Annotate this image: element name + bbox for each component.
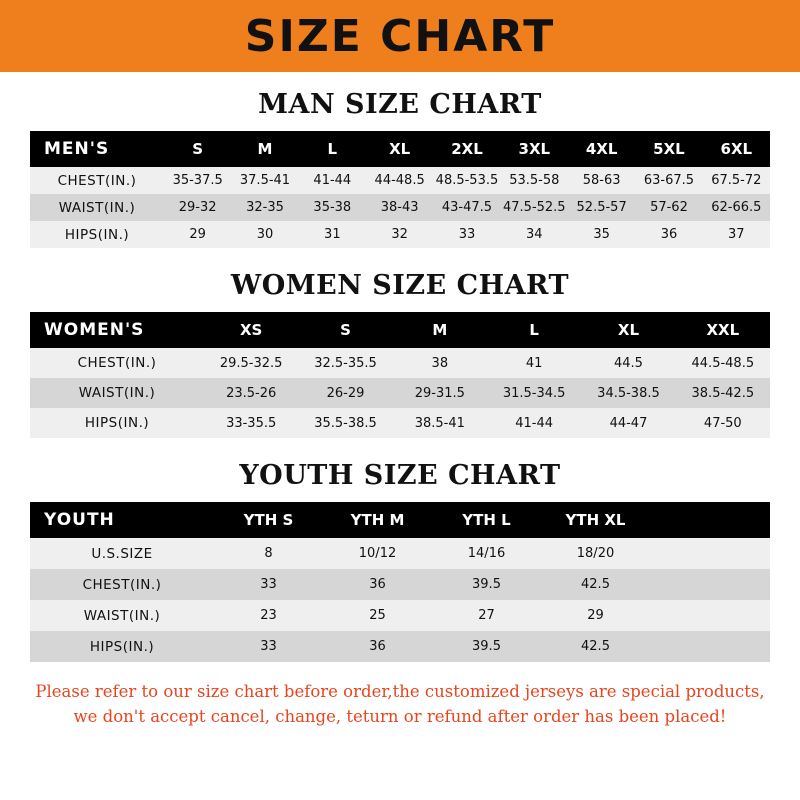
table-row xyxy=(30,348,770,378)
men-header-m: M xyxy=(231,131,298,167)
women-row-label-hips: HIPS(IN.) xyxy=(30,408,204,438)
table-cell: 52.5-57 xyxy=(568,194,635,221)
table-row xyxy=(30,408,770,438)
table-cell: 31 xyxy=(299,221,366,248)
table-cell: 38 xyxy=(393,348,487,378)
men-size-table xyxy=(30,131,770,248)
table-cell: 30 xyxy=(231,221,298,248)
page-header xyxy=(0,0,800,72)
table-row xyxy=(30,600,770,631)
table-cell: 35.5-38.5 xyxy=(298,408,392,438)
table-cell: 62-66.5 xyxy=(703,194,770,221)
table-cell: 42.5 xyxy=(541,631,650,662)
women-section-title: WOMEN SIZE CHART xyxy=(230,270,570,301)
table-cell: 58-63 xyxy=(568,167,635,194)
table-header-row xyxy=(30,312,770,348)
page-title: SIZE CHART xyxy=(244,11,556,62)
table-cell: 44.5-48.5 xyxy=(676,348,770,378)
men-header-label: MEN'S xyxy=(30,131,164,167)
youth-table-body xyxy=(30,538,770,662)
table-row xyxy=(30,378,770,408)
table-cell: 33-35.5 xyxy=(204,408,298,438)
table-cell: 26-29 xyxy=(298,378,392,408)
women-header-label: WOMEN'S xyxy=(30,312,204,348)
table-cell-empty xyxy=(650,631,770,662)
table-cell-empty xyxy=(650,538,770,569)
table-cell: 53.5-58 xyxy=(501,167,568,194)
women-table-head xyxy=(30,312,770,348)
table-cell: 44-48.5 xyxy=(366,167,433,194)
table-cell: 57-62 xyxy=(635,194,702,221)
youth-header-spacer xyxy=(650,502,770,538)
table-cell: 36 xyxy=(635,221,702,248)
table-cell: 36 xyxy=(323,569,432,600)
table-cell: 34 xyxy=(501,221,568,248)
chart-content xyxy=(0,89,800,662)
table-row xyxy=(30,631,770,662)
table-cell: 47-50 xyxy=(676,408,770,438)
table-header-row xyxy=(30,131,770,167)
men-header-s: S xyxy=(164,131,231,167)
youth-table-head xyxy=(30,502,770,538)
table-cell: 23.5-26 xyxy=(204,378,298,408)
table-cell: 27 xyxy=(432,600,541,631)
men-table-body xyxy=(30,167,770,248)
youth-header-label: YOUTH xyxy=(30,502,214,538)
women-header-s: S xyxy=(298,312,392,348)
women-header-m: M xyxy=(393,312,487,348)
table-cell: 48.5-53.5 xyxy=(433,167,500,194)
table-cell: 38.5-41 xyxy=(393,408,487,438)
table-cell: 43-47.5 xyxy=(433,194,500,221)
table-row xyxy=(30,194,770,221)
women-header-l: L xyxy=(487,312,581,348)
women-table-body xyxy=(30,348,770,438)
youth-row-label-ussize: U.S.SIZE xyxy=(30,538,214,569)
men-row-label-chest: CHEST(IN.) xyxy=(30,167,164,194)
table-cell: 41-44 xyxy=(487,408,581,438)
table-cell: 44.5 xyxy=(581,348,675,378)
table-cell: 38.5-42.5 xyxy=(676,378,770,408)
youth-row-label-chest: CHEST(IN.) xyxy=(30,569,214,600)
men-header-4xl: 4XL xyxy=(568,131,635,167)
table-cell: 29 xyxy=(541,600,650,631)
youth-section-title: YOUTH SIZE CHART xyxy=(239,460,561,491)
men-header-6xl: 6XL xyxy=(703,131,770,167)
women-row-label-waist: WAIST(IN.) xyxy=(30,378,204,408)
table-cell: 34.5-38.5 xyxy=(581,378,675,408)
table-row xyxy=(30,167,770,194)
table-cell: 67.5-72 xyxy=(703,167,770,194)
table-cell: 63-67.5 xyxy=(635,167,702,194)
table-cell: 41-44 xyxy=(299,167,366,194)
women-header-xl: XL xyxy=(581,312,675,348)
table-cell: 29-31.5 xyxy=(393,378,487,408)
table-cell: 44-47 xyxy=(581,408,675,438)
table-cell: 37 xyxy=(703,221,770,248)
table-cell: 33 xyxy=(214,569,323,600)
women-size-table xyxy=(30,312,770,438)
table-row xyxy=(30,538,770,569)
footer-note-line2: we don't accept cancel, change, teturn or refund after order has been placed! xyxy=(73,706,727,726)
youth-size-table xyxy=(30,502,770,662)
men-table-head xyxy=(30,131,770,167)
youth-header-m: YTH M xyxy=(323,502,432,538)
table-cell: 8 xyxy=(214,538,323,569)
table-cell: 37.5-41 xyxy=(231,167,298,194)
table-cell: 29 xyxy=(164,221,231,248)
table-cell: 18/20 xyxy=(541,538,650,569)
table-cell: 41 xyxy=(487,348,581,378)
men-row-label-hips: HIPS(IN.) xyxy=(30,221,164,248)
men-row-label-waist: WAIST(IN.) xyxy=(30,194,164,221)
table-cell: 25 xyxy=(323,600,432,631)
table-row xyxy=(30,221,770,248)
women-row-label-chest: CHEST(IN.) xyxy=(30,348,204,378)
table-cell: 23 xyxy=(214,600,323,631)
table-cell-empty xyxy=(650,569,770,600)
women-header-xxl: XXL xyxy=(676,312,770,348)
table-cell: 38-43 xyxy=(366,194,433,221)
men-header-5xl: 5XL xyxy=(635,131,702,167)
table-cell: 36 xyxy=(323,631,432,662)
men-section-title: MAN SIZE CHART xyxy=(258,89,542,120)
table-cell: 32 xyxy=(366,221,433,248)
youth-header-xl: YTH XL xyxy=(541,502,650,538)
table-cell: 32.5-35.5 xyxy=(298,348,392,378)
table-row xyxy=(30,569,770,600)
table-cell: 35 xyxy=(568,221,635,248)
men-header-2xl: 2XL xyxy=(433,131,500,167)
table-cell: 29.5-32.5 xyxy=(204,348,298,378)
youth-header-s: YTH S xyxy=(214,502,323,538)
table-cell: 42.5 xyxy=(541,569,650,600)
table-cell: 35-37.5 xyxy=(164,167,231,194)
table-cell: 33 xyxy=(214,631,323,662)
table-cell: 29-32 xyxy=(164,194,231,221)
footer-note-line1: Please refer to our size chart before order,the customized jerseys are special products, xyxy=(35,682,765,701)
table-cell: 31.5-34.5 xyxy=(487,378,581,408)
table-header-row xyxy=(30,502,770,538)
table-cell: 47.5-52.5 xyxy=(501,194,568,221)
table-cell: 39.5 xyxy=(432,631,541,662)
table-cell-empty xyxy=(650,600,770,631)
men-header-xl: XL xyxy=(366,131,433,167)
table-cell: 39.5 xyxy=(432,569,541,600)
men-header-l: L xyxy=(299,131,366,167)
youth-row-label-hips: HIPS(IN.) xyxy=(30,631,214,662)
table-cell: 14/16 xyxy=(432,538,541,569)
youth-header-l: YTH L xyxy=(432,502,541,538)
table-cell: 32-35 xyxy=(231,194,298,221)
table-cell: 10/12 xyxy=(323,538,432,569)
men-header-3xl: 3XL xyxy=(501,131,568,167)
footer-note xyxy=(30,680,770,730)
table-cell: 33 xyxy=(433,221,500,248)
table-cell: 35-38 xyxy=(299,194,366,221)
youth-row-label-waist: WAIST(IN.) xyxy=(30,600,214,631)
women-header-xs: XS xyxy=(204,312,298,348)
